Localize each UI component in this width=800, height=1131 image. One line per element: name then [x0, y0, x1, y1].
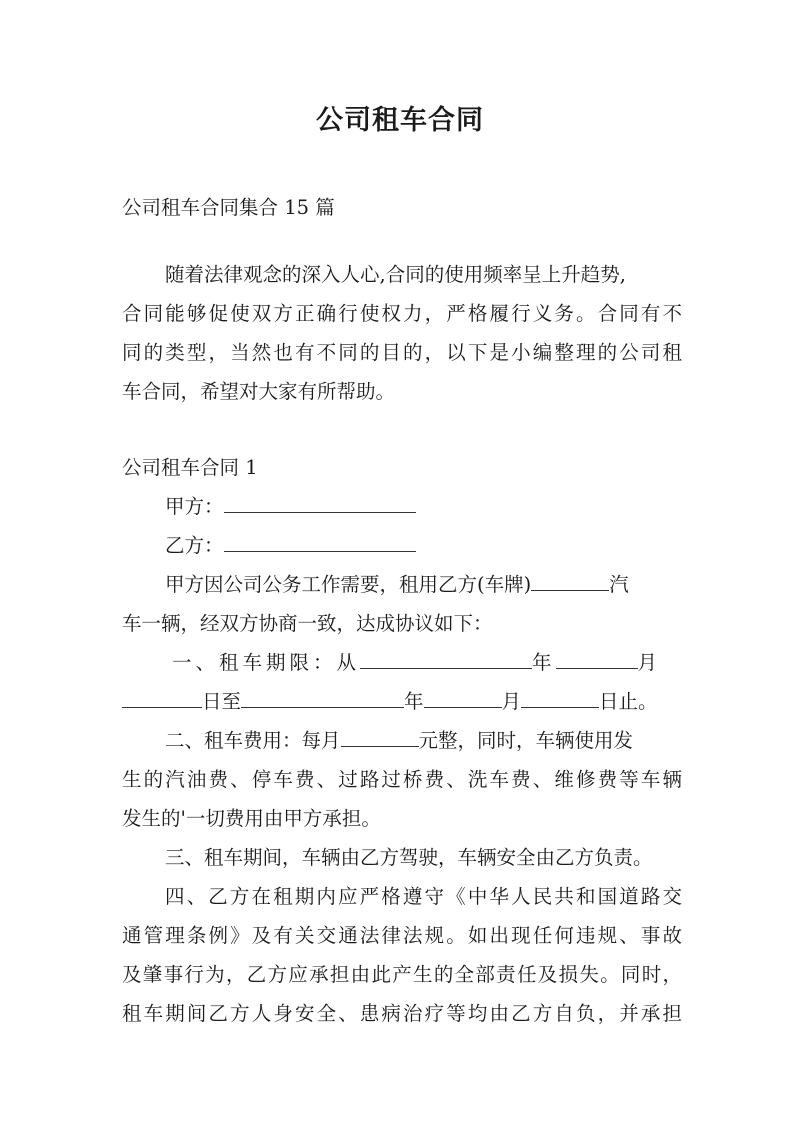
clause4-line-1: 四、乙方在租期内应严格遵守《中华人民共和国道路交 [165, 885, 682, 908]
preamble-text-1: 甲方因公司公务工作需要，租用乙方(车牌) [165, 573, 532, 596]
clause2-line-1 [165, 723, 682, 759]
end-day-blank[interactable] [521, 689, 599, 708]
clause2-line-2: 生的汽油费、停车费、过路过桥费、洗车费、维修费等车辆 [122, 768, 682, 791]
clause4-line-3: 及肇事行为，乙方应承担由此产生的全部责任及损失。同时， [122, 963, 682, 986]
start-day-blank[interactable] [122, 689, 202, 708]
party-a-row [165, 489, 725, 525]
clause1-label: 一、租车期限：从 [172, 651, 361, 674]
monthly-fee-blank[interactable] [341, 728, 419, 747]
intro-line-2: 合同能够促使双方正确行使权力，严格履行义务。合同有不 [122, 302, 682, 325]
preamble-text-2: 汽 [609, 573, 629, 596]
clause2-line-3: 发生的'一切费用由甲方承担。 [122, 807, 381, 830]
end-month-blank[interactable] [424, 689, 502, 708]
clause3-line: 三、租车期间，车辆由乙方驾驶，车辆安全由乙方负责。 [165, 846, 653, 869]
preamble-line-1 [165, 567, 682, 603]
contract-heading: 公司租车合同 1 [122, 456, 258, 479]
clause4-line-4: 租车期间乙方人身安全、患病治疗等均由乙方自负，并承担 [122, 1002, 682, 1025]
end-year-blank[interactable] [241, 689, 404, 708]
preamble-line-2: 车一辆，经双方协商一致，达成协议如下： [122, 612, 493, 635]
clause2-text-2: 元整，同时，车辆使用发 [418, 729, 634, 752]
party-a-blank[interactable] [224, 494, 416, 513]
party-b-label: 乙方： [165, 534, 224, 557]
clause1-year: 年 [532, 651, 556, 674]
clause4-line-2: 通管理条例》及有关交通法律法规。如出现任何违规、事故 [122, 924, 682, 947]
clause1-line-1 [172, 645, 682, 681]
clause1-month2: 月 [501, 690, 522, 713]
clause1-day-end: 日止。 [599, 690, 658, 713]
clause1-year2: 年 [404, 690, 424, 713]
clause1-month: 月 [637, 651, 662, 674]
party-a-label: 甲方： [165, 495, 224, 518]
document-subtitle: 公司租车合同集合 15 篇 [122, 196, 335, 219]
party-b-blank[interactable] [224, 533, 416, 552]
clause1-line-2 [122, 684, 682, 720]
plate-blank[interactable] [531, 572, 609, 591]
start-year-blank[interactable] [360, 650, 532, 669]
intro-line-3: 同的类型，当然也有不同的目的，以下是小编整理的公司租 [122, 341, 682, 364]
party-b-row [165, 528, 725, 564]
intro-line-1: 随着法律观念的深入人心,合同的使用频率呈上升趋势, [165, 263, 626, 286]
document-title: 公司租车合同 [316, 105, 484, 136]
start-month-blank[interactable] [556, 650, 638, 669]
clause1-day-to: 日至 [202, 690, 242, 713]
clause2-text-1: 二、租车费用：每月 [165, 729, 341, 752]
intro-line-4: 车合同，希望对大家有所帮助。 [122, 380, 396, 403]
